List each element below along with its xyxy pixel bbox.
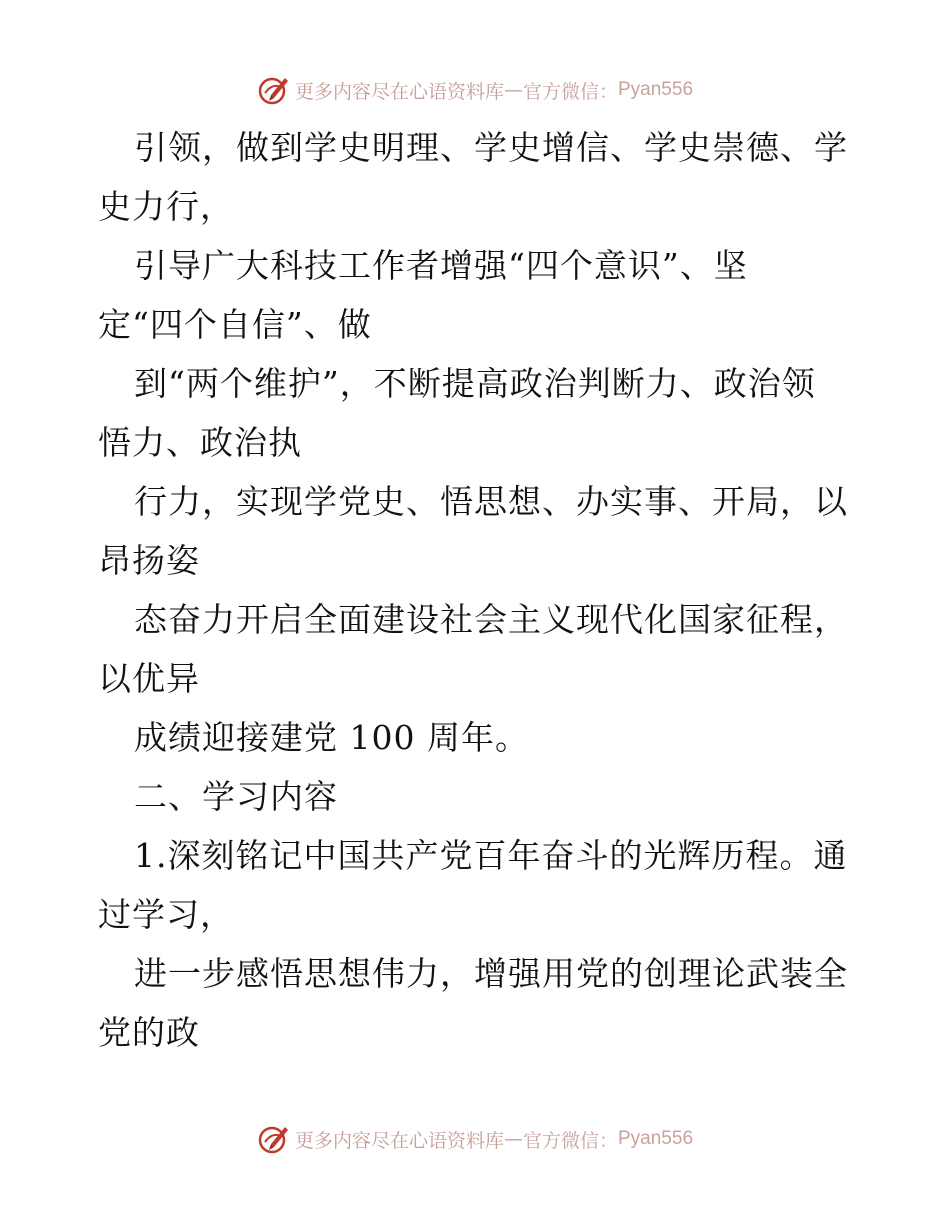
watermark-text: 更多内容尽在心语资料库 (294, 1129, 504, 1152)
pen-logo-icon (257, 73, 291, 107)
watermark-text: 更多内容尽在心语资料库 (294, 80, 504, 103)
watermark-dash: — (503, 79, 523, 101)
watermark-wechat-label: 官方微信： (522, 80, 618, 103)
watermark-wechat-label: 官方微信： (522, 1129, 618, 1152)
document-body (98, 118, 858, 1062)
text-line: 引导广大科技工作者增强“四个意识”、坚 (134, 246, 748, 285)
text-line: 定“四个自信”、做 (98, 305, 372, 344)
watermark-wechat-id: Pyan556 (618, 79, 694, 100)
text-line: 成绩迎接建党 100 周年。 (134, 718, 529, 757)
watermark-wechat-id: Pyan556 (618, 1128, 694, 1149)
text-line: 进一步感悟思想伟力，增强用党的创理论武装全 (134, 954, 848, 993)
header-watermark (0, 70, 950, 110)
text-line: 态奋力开启全面建设社会主义现代化国家征程， (134, 600, 848, 639)
text-line: 党的政 (98, 1013, 200, 1052)
watermark-dash: — (503, 1128, 523, 1150)
text-line: 昂扬姿 (98, 541, 200, 580)
text-line: 到“两个维护”，不断提高政治判断力、政治领 (134, 364, 816, 403)
text-line: 悟力、政治执 (98, 423, 302, 462)
text-line: 引领，做到学史明理、学史增信、学史崇德、学 (134, 128, 848, 167)
pen-logo-icon (257, 1122, 291, 1156)
text-line: 以优异 (98, 659, 200, 698)
text-line: 1.深刻铭记中国共产党百年奋斗的光辉历程。通 (134, 836, 848, 875)
text-line: 史力行， (98, 187, 234, 226)
text-line: 行力，实现学党史、悟思想、办实事、开局，以 (134, 482, 848, 521)
footer-watermark (0, 1119, 950, 1159)
text-line: 过学习， (98, 895, 234, 934)
section-heading: 二、学习内容 (134, 777, 338, 816)
